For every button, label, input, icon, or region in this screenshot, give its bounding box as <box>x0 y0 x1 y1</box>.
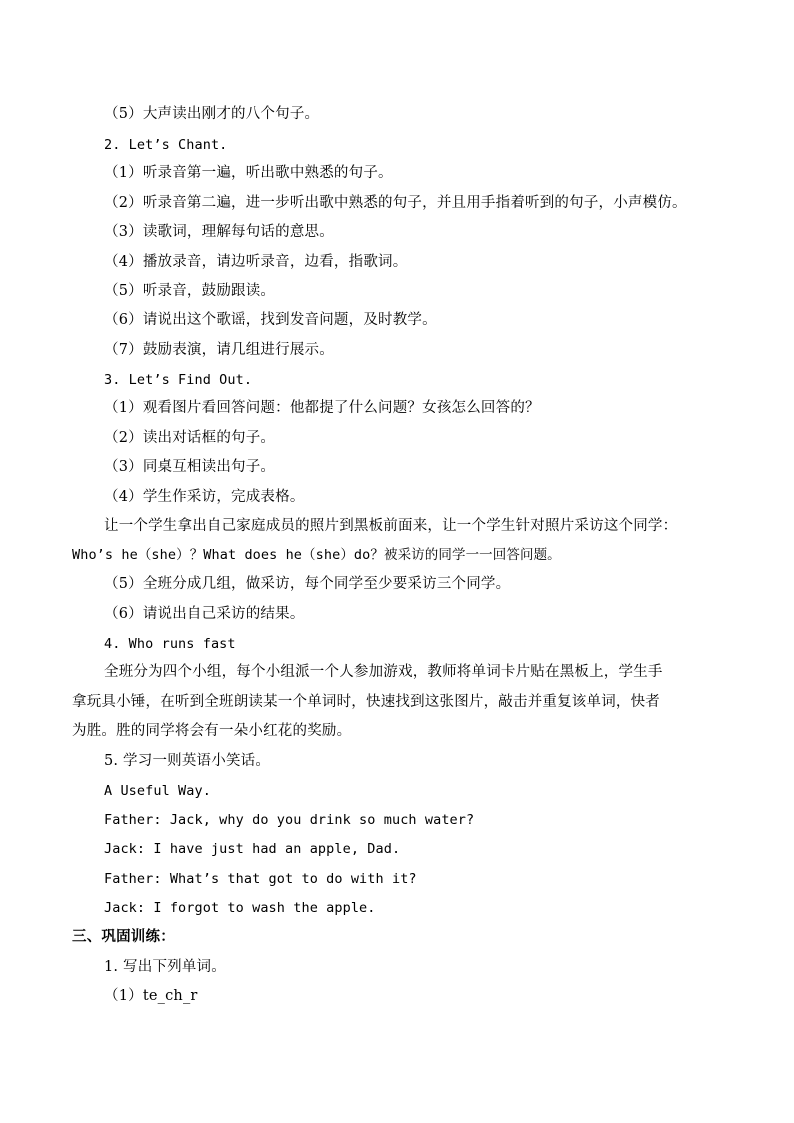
section-3-heading: 3. Let’s Find Out. <box>104 372 253 388</box>
joke-line-jack-2: Jack: I forgot to wash the apple. <box>104 900 376 916</box>
section-three-heading: 三、巩固训练： <box>72 929 175 945</box>
findout-step-4: （4）学生作采访，完成表格。 <box>104 489 305 505</box>
section-4-heading: 4. Who runs fast <box>104 636 236 652</box>
chant-step-2: （2）听录音第二遍，进一步听出歌中熟悉的句子，并且用手指着听到的句子，小声模仿。 <box>104 195 687 211</box>
section-2-heading: 2. Let’s Chant. <box>104 137 228 153</box>
joke-line-father-1: Father: Jack, why do you drink so much water? <box>104 812 475 828</box>
joke-line-jack-1: Jack: I have just had an apple, Dad. <box>104 841 401 857</box>
chant-step-1: （1）听录音第一遍，听出歌中熟悉的句子。 <box>104 165 393 181</box>
findout-paragraph-line-2: Who’s he（she）？What does he（she）do？被采访的同学一一回答问题。 <box>72 547 561 563</box>
findout-step-6: （6）请说出自己采访的结果。 <box>104 606 305 622</box>
exercise-1-item-1: （1）te_ch_r <box>104 988 198 1004</box>
joke-line-father-2: Father: What’s that got to do with it? <box>104 871 417 887</box>
exercise-1-heading: 1. 写出下列单词。 <box>104 959 226 975</box>
chant-step-6: （6）请说出这个歌谣，找到发音问题，及时教学。 <box>104 312 437 328</box>
findout-step-1: （1）观看图片看回答问题：他都提了什么问题？女孩怎么回答的？ <box>104 400 540 416</box>
joke-title: A Useful Way. <box>104 783 211 799</box>
section-5-heading: 5. 学习一则英语小笑话。 <box>104 753 271 769</box>
game-paragraph-line-2: 拿玩具小锤，在听到全班朗读某一个单词时，快速找到这张图片，敲击并重复该单词，快者 <box>72 694 660 710</box>
game-paragraph-line-3: 为胜。胜的同学将会有一朵小红花的奖励。 <box>72 723 352 739</box>
findout-step-2: （2）读出对话框的句子。 <box>104 430 276 446</box>
chant-step-3: （3）读歌词，理解每句话的意思。 <box>104 224 334 240</box>
step-5-read-sentences: （5）大声读出刚才的八个句子。 <box>104 106 320 122</box>
findout-paragraph-line-1: 让一个学生拿出自己家庭成员的照片到黑板前面来，让一个学生针对照片采访这个同学： <box>104 518 678 534</box>
chant-step-7: （7）鼓励表演，请几组进行展示。 <box>104 342 334 358</box>
chant-step-5: （5）听录音，鼓励跟读。 <box>104 283 276 299</box>
findout-step-3: （3）同桌互相读出句子。 <box>104 459 276 475</box>
findout-step-5: （5）全班分成几组，做采访，每个同学至少要采访三个同学。 <box>104 576 511 592</box>
game-paragraph-line-1: 全班分为四个小组，每个小组派一个人参加游戏，教师将单词卡片贴在黑板上，学生手 <box>104 664 663 680</box>
chant-step-4: （4）播放录音，请边听录音，边看，指歌词。 <box>104 254 408 270</box>
